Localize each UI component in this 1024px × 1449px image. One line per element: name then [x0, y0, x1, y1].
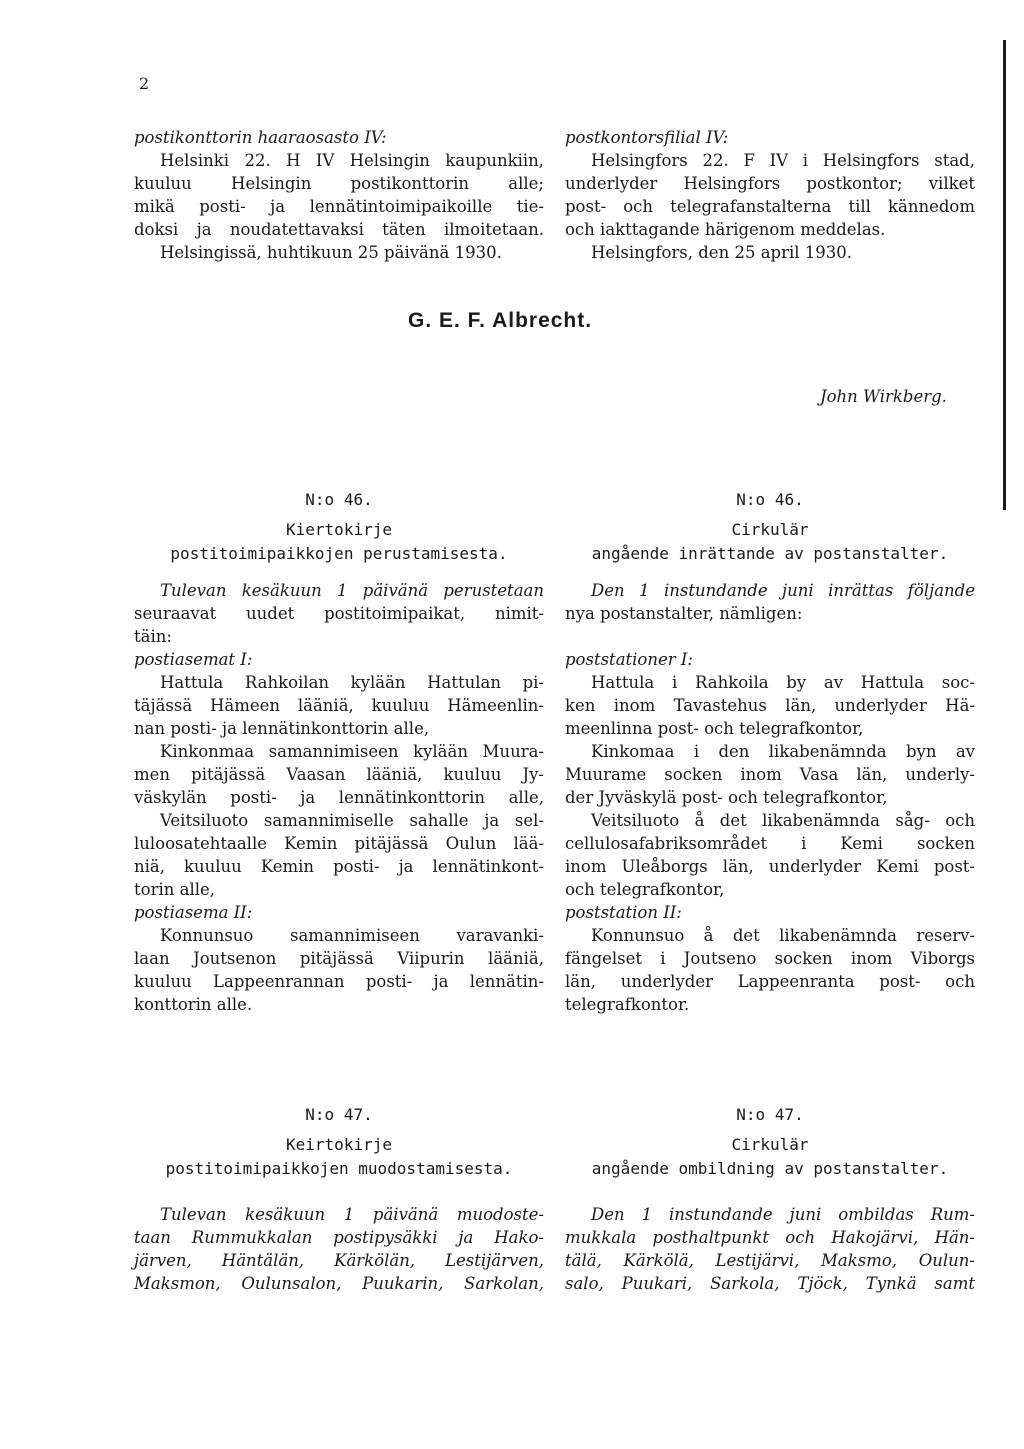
notice-title: Keirtokirje: [286, 1135, 392, 1154]
body-line: mukkala posthaltpunkt och Hakojärvi, Hän-: [565, 1228, 975, 1247]
body-line: postiasema II:: [134, 903, 253, 922]
body-line: Den 1 instundande juni ombildas Rum-: [591, 1205, 975, 1224]
body-line: [565, 625, 975, 648]
body-line: län, underlyder Lappeenranta post- och: [565, 972, 975, 991]
top-fi-line: Helsinki 22. H IV Helsingin kaupunkiin,: [160, 151, 544, 170]
notice-subtitle: angående inrättande av postanstalter.: [591, 544, 949, 563]
notice-subtitle: postitoimipaikkojen muodostamisesta.: [165, 1159, 513, 1178]
top-sv-line: post- och telegrafanstalterna till kännedom: [565, 197, 975, 216]
body-line: seuraavat uudet postitoimipaikat, nimit-: [134, 604, 544, 623]
body-line: poststationer I:: [565, 650, 693, 669]
body-line: Kinkomaa i den likabenämnda byn av: [591, 742, 975, 761]
notice-subtitle: postitoimipaikkojen perustamisesta.: [170, 544, 508, 563]
body-line: meenlinna post- och telegrafkontor,: [565, 719, 864, 738]
notice-number: N:o 47.: [305, 1105, 373, 1124]
n46-swedish-column: [565, 488, 975, 1016]
top-sv-line: Helsingfors, den 25 april 1930.: [591, 243, 853, 262]
body-line: luloosatehtaalle Kemin pitäjässä Oulun lää-: [134, 834, 544, 853]
top-fi-line: doksi ja noudatettavaksi täten ilmoitetaan.: [134, 220, 544, 239]
notice-title: Kiertokirje: [286, 520, 392, 539]
body-line: fängelset i Joutseno socken inom Viborgs: [565, 949, 975, 968]
body-line: der Jyväskylä post- och telegrafkontor,: [565, 788, 888, 807]
body-line: Veitsiluoto å det likabenämnda såg- och: [591, 811, 975, 830]
top-sv-line: postkontorsfilial IV:: [565, 128, 729, 147]
body-line: niä, kuuluu Kemin posti- ja lennätinkont-: [134, 857, 544, 876]
body-line: Den 1 instundande juni inrättas följande: [591, 581, 975, 600]
top-sv-line: Helsingfors 22. F IV i Helsingfors stad,: [591, 151, 975, 170]
top-fi-line: Helsingissä, huhtikuun 25 päivänä 1930.: [160, 243, 502, 262]
body-line: inom Uleåborgs län, underlyder Kemi post-: [565, 857, 975, 876]
top-fi-line: mikä posti- ja lennätintoimipaikoille tie-: [134, 197, 544, 216]
body-line: poststation II:: [565, 903, 682, 922]
body-line: väskylän posti- ja lennätinkonttorin alle,: [134, 788, 544, 807]
notice-number: N:o 46.: [736, 490, 804, 509]
notice-subtitle: angående ombildning av postanstalter.: [591, 1159, 949, 1178]
top-finnish-column: [134, 126, 544, 264]
n47-finnish-column: [134, 1103, 544, 1295]
body-line: konttorin alle.: [134, 995, 253, 1014]
body-line: laan Joutsenon pitäjässä Viipurin lääniä,: [134, 949, 544, 968]
body-line: Tulevan kesäkuun 1 päivänä muodoste-: [160, 1205, 544, 1224]
body-line: Hattula Rahkoilan kylään Hattulan pi-: [160, 673, 544, 692]
body-line: salo, Puukari, Sarkola, Tjöck, Tynkä samt: [565, 1274, 975, 1293]
body-line: Muurame socken inom Vasa län, underly-: [565, 765, 975, 784]
body-line: postiasemat I:: [134, 650, 253, 669]
top-fi-line: kuuluu Helsingin postikonttorin alle;: [134, 174, 544, 193]
body-line: Konnunsuo samannimiseen varavanki-: [160, 926, 544, 945]
body-line: cellulosafabriksområdet i Kemi socken: [565, 834, 975, 853]
body-line: Hattula i Rahkoila by av Hattula soc-: [591, 673, 975, 692]
body-line: Maksmon, Oulunsalon, Puukarin, Sarkolan,: [134, 1274, 544, 1293]
body-line: taan Rummukkalan postipysäkki ja Hako-: [134, 1228, 544, 1247]
signature-main: G. E. F. Albrecht.: [408, 309, 593, 332]
notice-number: N:o 47.: [736, 1105, 804, 1124]
notice-title: Cirkulär: [731, 520, 809, 539]
body-line: och telegrafkontor,: [565, 880, 725, 899]
body-line: men pitäjässä Vaasan lääniä, kuuluu Jy-: [134, 765, 544, 784]
n46-finnish-column: [134, 488, 544, 1016]
notice-number: N:o 46.: [305, 490, 373, 509]
body-line: täjässä Hämeen lääniä, kuuluu Hämeenlin-: [134, 696, 544, 715]
top-sv-line: och iakttagande härigenom meddelas.: [565, 220, 886, 239]
top-fi-line: postikonttorin haaraosasto IV:: [134, 128, 387, 147]
body-line: Veitsiluoto samannimiselle sahalle ja sel-: [160, 811, 544, 830]
body-line: järven, Häntälän, Kärkölän, Lestijärven,: [134, 1251, 544, 1270]
page-number: 2: [139, 74, 150, 93]
top-sv-line: underlyder Helsingfors postkontor; vilket: [565, 174, 975, 193]
body-line: Kinkonmaa samannimiseen kylään Muura-: [160, 742, 544, 761]
body-line: ken inom Tavastehus län, underlyder Hä-: [565, 696, 975, 715]
top-swedish-column: [565, 126, 975, 264]
n47-swedish-column: [565, 1103, 975, 1295]
margin-rule: [1003, 40, 1006, 510]
body-line: torin alle,: [134, 880, 216, 899]
body-line: Tulevan kesäkuun 1 päivänä perustetaan: [160, 581, 544, 600]
notice-title: Cirkulär: [731, 1135, 809, 1154]
body-line: Konnunsuo å det likabenämnda reserv-: [591, 926, 975, 945]
body-line: nan posti- ja lennätinkonttorin alle,: [134, 719, 430, 738]
signature-secondary: John Wirkberg.: [820, 387, 947, 406]
body-line: telegrafkontor.: [565, 995, 690, 1014]
body-line: nya postanstalter, nämligen:: [565, 604, 803, 623]
body-line: täin:: [134, 627, 172, 646]
body-line: kuuluu Lappeenrannan posti- ja lennätin-: [134, 972, 544, 991]
body-line: tälä, Kärkölä, Lestijärvi, Maksmo, Oulun-: [565, 1251, 975, 1270]
